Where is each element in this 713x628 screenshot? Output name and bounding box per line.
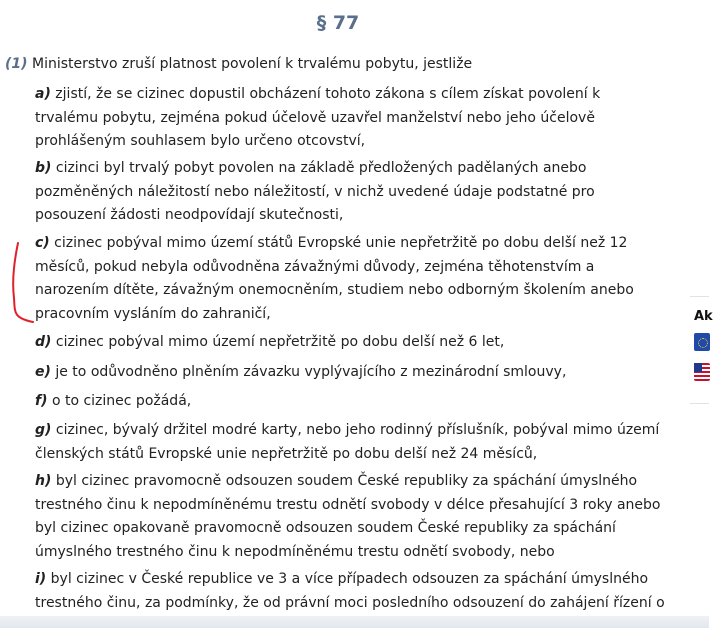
item-letter: i) [35, 571, 47, 587]
list-item-e [35, 361, 665, 385]
item-text: cizinec pobýval mimo území nepřetržitě po dobu delší než 6 let, [51, 334, 505, 350]
paragraph-number: (1) [5, 56, 28, 72]
item-letter: e) [35, 364, 51, 380]
section-title: § 77 [316, 12, 360, 34]
list-item-d [35, 331, 665, 355]
item-letter: b) [35, 160, 52, 176]
item-text: byl cizinec v České republice ve 3 a více případech odsouzen za spáchání úmyslného trestného činu, za podmínky, že od právní moci posledního odsouzení do zahájení řízení o [35, 571, 665, 611]
list-item-a [35, 83, 665, 154]
list-item-f [35, 390, 665, 414]
item-letter: h) [35, 473, 52, 489]
paragraph-1 [5, 53, 665, 76]
list-item-c [35, 232, 665, 326]
list-item-i [35, 568, 665, 615]
list-item-b [35, 157, 665, 228]
eu-flag-icon[interactable] [694, 333, 710, 351]
item-text: o to cizinec požádá, [47, 393, 192, 409]
us-flag-icon[interactable] [694, 363, 710, 381]
item-letter: d) [35, 334, 52, 350]
item-text: cizinec pobýval mimo území států Evropské unie nepřetržitě po dobu delší než 12 měsíců, pokud nebyla odůvodněna závažnými důvody, zejména těhotenstvím a narozením dítěte, závažným onemocněním, studiem nebo odborným školením anebo pracovním vysláním do zahraničí, [35, 235, 634, 322]
item-text: cizinci byl trvalý pobyt povolen na základě předložených padělaných anebo pozměněných náležitostí nebo náležitostí, v nichž uvedené údaje podstatné pro posouzení žádosti neodpovídají skutečnosti, [35, 160, 595, 223]
list-item-g [35, 419, 665, 466]
annotation-bracket-stroke [13, 243, 33, 322]
item-text: zjistí, že se cizinec dopustil obcházení tohoto zákona s cílem získat povolení k trvalému pobytu, zejména pokud účelově uzavřel manželství nebo jeho účelově prohlášeným souhlasem bylo určeno otcovství, [35, 86, 601, 149]
annotation-bracket [0, 0, 40, 340]
item-letter: c) [35, 235, 50, 251]
bottom-bar [0, 616, 709, 628]
sidebar-label: Ak [694, 309, 713, 324]
item-text: byl cizinec pravomocně odsouzen soudem České republiky za spáchání úmyslného trestného činu k nepodmíněnému trestu odnětí svobody v délce přesahující 3 roky anebo byl cizinec opakovaně pravomocně odsouzen soudem České republiky za spáchání úmyslného trestného činu k nepodmíněnému trestu odnětí svobody, nebo [35, 473, 661, 560]
item-text: cizinec, bývalý držitel modré karty, nebo jeho rodinný příslušník, pobýval mimo území členských států Evropské unie nepřetržitě po dobu delší než 24 měsíců, [35, 422, 660, 462]
sidebar-panel [690, 296, 713, 404]
list-item-h [35, 470, 665, 564]
item-letter: a) [35, 86, 51, 102]
item-letter: g) [35, 422, 52, 438]
item-text: je to odůvodněno plněním závazku vyplývajícího z mezinárodní smlouvy, [50, 364, 567, 380]
paragraph-text: Ministerstvo zruší platnost povolení k trvalému pobytu, jestliže [27, 56, 473, 72]
item-letter: f) [35, 393, 48, 409]
